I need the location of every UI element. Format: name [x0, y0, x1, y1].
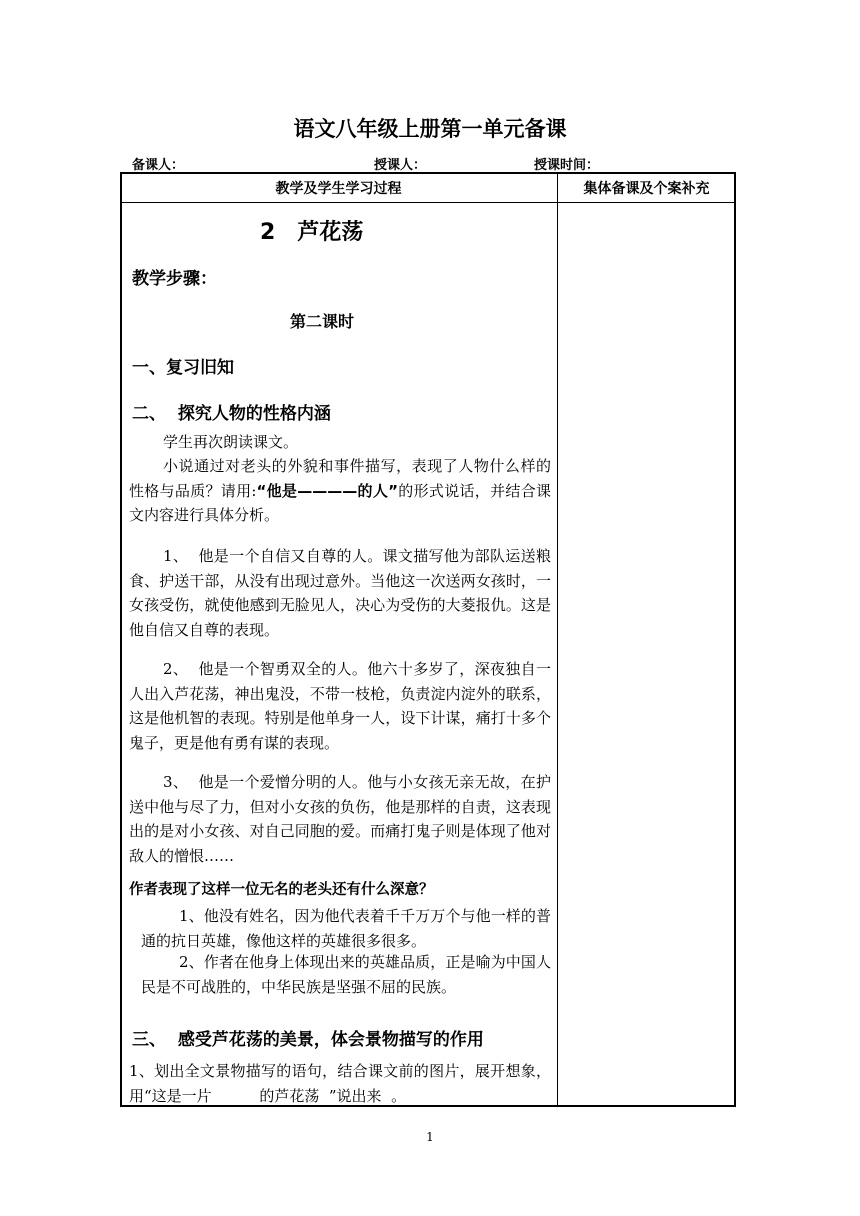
steps-label: 教学步骤： [132, 269, 217, 289]
page-number: 1 [426, 1130, 434, 1144]
session-label: 第二课时 [290, 312, 355, 331]
column-divider [557, 172, 558, 1107]
prompt-text-bold: “他是————的人” [256, 481, 398, 500]
section-scenery: 三、 感受芦花荡的美景，体会景物描写的作用 [132, 1030, 484, 1050]
column-header-process: 教学及学生学习过程 [275, 181, 402, 197]
document-title: 语文八年级上册第一单元备课 [293, 117, 567, 141]
header-divider [120, 202, 736, 203]
teacher-label: 授课人： [374, 158, 427, 173]
answer-1: 1、他没有姓名，因为他代表着千千万万个与他一样的普通的抗日英雄，像他这样的英雄很多很多。 [141, 907, 551, 950]
reread-paragraph: 学生再次朗读课文。 [163, 433, 299, 451]
lesson-heading [120, 215, 557, 246]
section-character: 二、 探究人物的性格内涵 [132, 404, 331, 424]
column-header-notes: 集体备课及个案补充 [583, 181, 710, 197]
deeper-meaning-question: 作者表现了这样一位无名的老头还有什么深意？ [129, 882, 434, 898]
lesson-number: 2 [260, 220, 276, 245]
analysis-point-2: 2、 他是一个智勇双全的人。他六十多岁了，深夜独自一人出入芦花荡，神出鬼没，不带一枝枪，负责淀内淀外的联系，这是他机智的表现。特别是他单身一人，设下计谋，痛打十多个鬼子，更是他有勇有谋的表现。 [129, 660, 551, 752]
preparer-label: 备课人： [132, 158, 185, 173]
answer-2: 2、作者在他身上体现出来的英雄品质，正是喻为中国人民是不可战胜的，中华民族是坚强不屈的民族。 [141, 953, 551, 996]
analysis-point-1: 1、 他是一个自信又自尊的人。课文描写他为部队运送粮食、护送干部，从没有出现过意外。当他这一次送两女孩时，一女孩受伤，就使他感到无脸见人，决心为受伤的大菱报仇。这是他自信又自尊的表现。 [129, 547, 551, 639]
lesson-title: 芦花荡 [297, 220, 364, 245]
time-label: 授课时间： [534, 158, 600, 173]
section-review: 一、复习旧知 [132, 358, 234, 378]
prompt-text-a: 小说通过对老头的外貌和事件描写，表现了人物什么样的性格与品质？请用: [129, 457, 551, 500]
scenery-task: 1、划出全文景物描写的语句，结合课文前的图片，展开想象，用“这是一片 的芦花荡 ”说出来 。 [129, 1062, 551, 1105]
analysis-point-3: 3、 他是一个爱憎分明的人。他与小女孩无亲无故，在护送中他与尽了力，但对小女孩的负伤，他是那样的自责，这表现出的是对小女孩、对自己同胞的爱。而痛打鬼子则是体现了他对敌人的憎恨…… [129, 773, 551, 865]
prompt-text-b: 的形式说话，并结合课文内容进行具体分析。 [129, 481, 552, 524]
prompt-paragraph [129, 454, 551, 528]
